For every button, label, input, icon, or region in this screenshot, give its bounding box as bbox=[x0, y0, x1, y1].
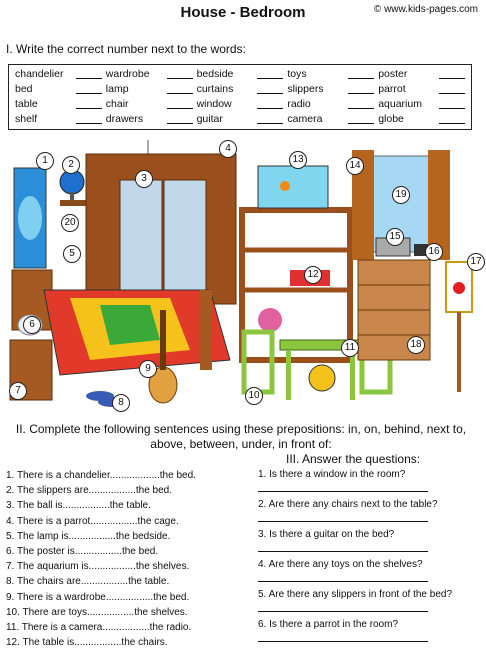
question-text: 5. Are there any slippers in front of the bed? bbox=[258, 589, 453, 600]
answer-blank[interactable] bbox=[257, 78, 283, 79]
question bbox=[258, 618, 480, 648]
question-text: 4. Are there any toys on the shelves? bbox=[258, 559, 423, 570]
answer-line[interactable] bbox=[258, 641, 428, 642]
number-label: 12 bbox=[304, 266, 322, 284]
word-label: table bbox=[15, 98, 38, 110]
answer-blank[interactable] bbox=[76, 78, 102, 79]
answer-line[interactable] bbox=[258, 521, 428, 522]
word-item bbox=[197, 82, 284, 97]
number-label: 8 bbox=[112, 394, 130, 412]
globe-illustration bbox=[60, 170, 88, 206]
answer-line[interactable] bbox=[258, 611, 428, 612]
sentence: 7. The aquarium is.................the shelves. bbox=[6, 561, 190, 573]
sentence: 8. The chairs are.................the table. bbox=[6, 576, 170, 588]
word-item bbox=[15, 112, 102, 127]
section1-instruction: I. Write the correct number next to the words: bbox=[6, 42, 246, 56]
question bbox=[258, 498, 480, 528]
word-item bbox=[15, 97, 102, 112]
word-item bbox=[106, 67, 193, 82]
question-text: 1. Is there a window in the room? bbox=[258, 469, 406, 480]
number-label: 9 bbox=[139, 360, 157, 378]
bedroom-picture bbox=[0, 140, 486, 410]
answer-blank[interactable] bbox=[76, 123, 102, 124]
answer-blank[interactable] bbox=[439, 78, 465, 79]
answer-blank[interactable] bbox=[257, 123, 283, 124]
ball-illustration bbox=[309, 365, 335, 391]
answer-blank[interactable] bbox=[257, 108, 283, 109]
answer-blank[interactable] bbox=[348, 123, 374, 124]
number-label: 7 bbox=[9, 382, 27, 400]
copyright: © www.kids-pages.com bbox=[373, 4, 478, 15]
word-label: toys bbox=[287, 68, 307, 80]
number-label: 13 bbox=[289, 151, 307, 169]
sentence: 11. There is a camera.................the radio. bbox=[6, 622, 192, 634]
question bbox=[258, 468, 480, 498]
word-item bbox=[378, 112, 465, 127]
word-item bbox=[106, 97, 193, 112]
answer-blank[interactable] bbox=[439, 108, 465, 109]
word-label: bed bbox=[15, 83, 33, 95]
number-label: 10 bbox=[245, 387, 263, 405]
word-label: chair bbox=[105, 98, 129, 110]
word-label: aquarium bbox=[378, 98, 422, 110]
word-label: window bbox=[196, 98, 232, 110]
number-label: 4 bbox=[219, 140, 237, 158]
word-label: curtains bbox=[196, 83, 234, 95]
answer-blank[interactable] bbox=[348, 93, 374, 94]
word-label: camera bbox=[287, 113, 323, 125]
word-label: slippers bbox=[287, 83, 324, 95]
number-label: 17 bbox=[467, 253, 485, 271]
answer-blank[interactable] bbox=[439, 123, 465, 124]
word-label: bedside bbox=[196, 68, 234, 80]
number-label: 15 bbox=[386, 228, 404, 246]
word-item bbox=[287, 67, 374, 82]
word-item bbox=[378, 97, 465, 112]
shelves-illustration bbox=[242, 210, 350, 360]
question-text: 3. Is there a guitar on the bed? bbox=[258, 529, 395, 540]
question-text: 2. Are there any chairs next to the table? bbox=[258, 499, 438, 510]
answer-line[interactable] bbox=[258, 551, 428, 552]
answer-blank[interactable] bbox=[76, 93, 102, 94]
answer-blank[interactable] bbox=[348, 78, 374, 79]
number-label: 20 bbox=[61, 214, 79, 232]
word-box bbox=[8, 64, 472, 130]
answer-blank[interactable] bbox=[167, 123, 193, 124]
word-label: shelf bbox=[15, 113, 38, 125]
word-item bbox=[197, 112, 284, 127]
word-item bbox=[378, 67, 465, 82]
answer-blank[interactable] bbox=[167, 78, 193, 79]
word-label: chandelier bbox=[15, 68, 64, 80]
question-text: 6. Is there a parrot in the room? bbox=[258, 619, 399, 630]
number-label: 6 bbox=[23, 316, 41, 334]
sentence: 3. The ball is.................the table. bbox=[6, 500, 151, 512]
section3-instruction: III. Answer the questions: bbox=[286, 452, 421, 466]
sentence: 5. The lamp is.................the bedside. bbox=[6, 530, 171, 542]
answer-blank[interactable] bbox=[348, 108, 374, 109]
aquarium-illustration bbox=[258, 166, 328, 208]
cage-illustration bbox=[446, 262, 472, 392]
sentence-list bbox=[6, 468, 251, 650]
word-label: radio bbox=[287, 98, 311, 110]
poster-illustration bbox=[14, 168, 46, 268]
word-item bbox=[15, 82, 102, 97]
answer-blank[interactable] bbox=[167, 93, 193, 94]
sentence: 1. There is a chandelier..................the bed. bbox=[6, 470, 196, 481]
sentence: 12. The table is.................the chairs. bbox=[6, 637, 168, 649]
wardrobe-illustration bbox=[86, 154, 236, 304]
answer-blank[interactable] bbox=[76, 108, 102, 109]
question bbox=[258, 558, 480, 588]
number-label: 19 bbox=[392, 186, 410, 204]
word-item bbox=[287, 112, 374, 127]
answer-line[interactable] bbox=[258, 491, 428, 492]
page-title: House - Bedroom bbox=[180, 4, 306, 21]
answer-blank[interactable] bbox=[439, 93, 465, 94]
sentence: 4. There is a parrot.................the cage. bbox=[6, 515, 179, 527]
word-label: parrot bbox=[378, 83, 406, 95]
word-item bbox=[106, 82, 193, 97]
word-item bbox=[15, 67, 102, 82]
word-item bbox=[287, 97, 374, 112]
word-item bbox=[378, 82, 465, 97]
number-label: 3 bbox=[135, 170, 153, 188]
number-label: 14 bbox=[346, 157, 364, 175]
word-item bbox=[106, 112, 193, 127]
word-item bbox=[197, 67, 284, 82]
word-label: guitar bbox=[196, 113, 223, 125]
word-item bbox=[197, 97, 284, 112]
answer-line[interactable] bbox=[258, 581, 428, 582]
question bbox=[258, 588, 480, 618]
word-item bbox=[287, 82, 374, 97]
number-label: 18 bbox=[407, 336, 425, 354]
question bbox=[258, 528, 480, 558]
sentence: 2. The slippers are.................the bed. bbox=[6, 485, 173, 497]
word-label: drawers bbox=[105, 113, 144, 125]
number-label: 11 bbox=[341, 339, 359, 357]
question-list bbox=[258, 468, 480, 648]
section2-instruction: II. Complete the following sentences using these prepositions: in, on, behind, next to, above, between, under, in front of: bbox=[15, 422, 467, 451]
number-label: 16 bbox=[425, 243, 443, 261]
number-label: 2 bbox=[62, 156, 80, 174]
answer-blank[interactable] bbox=[167, 108, 193, 109]
word-label: lamp bbox=[105, 83, 129, 95]
number-label: 5 bbox=[63, 245, 81, 263]
word-label: globe bbox=[378, 113, 404, 125]
word-label: wardrobe bbox=[105, 68, 150, 80]
bedroom-illustration bbox=[0, 140, 486, 410]
word-label: poster bbox=[378, 68, 408, 80]
sentence: 6. The poster is.................the bed. bbox=[6, 546, 159, 558]
number-label: 1 bbox=[36, 152, 54, 170]
answer-blank[interactable] bbox=[257, 93, 283, 94]
sentence: 9. There is a wardrobe.................the bed. bbox=[6, 591, 190, 603]
sentence: 10. There are toys.................the shelves. bbox=[6, 606, 188, 618]
